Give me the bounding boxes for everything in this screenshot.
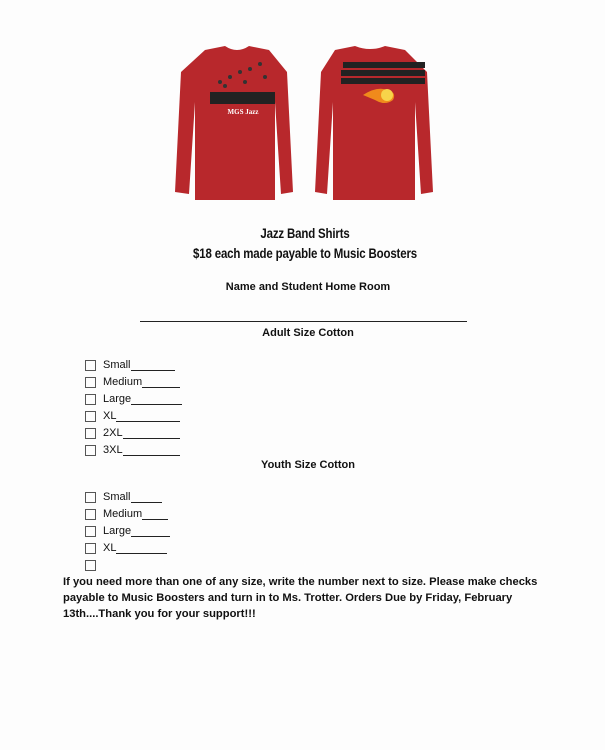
- youth-size-large[interactable]: [85, 524, 170, 538]
- size-label: XL: [103, 542, 117, 554]
- checkbox[interactable]: [85, 445, 96, 456]
- checkbox[interactable]: [85, 509, 96, 520]
- checkbox[interactable]: [85, 360, 96, 371]
- checkbox[interactable]: [85, 394, 96, 405]
- adult-heading: Adult Size Cotton: [262, 327, 354, 339]
- front-print-text: MGS Jazz: [227, 108, 259, 116]
- adult-size-2xl[interactable]: [85, 426, 180, 440]
- quantity-blank[interactable]: [116, 411, 180, 422]
- size-label: Large: [103, 525, 132, 537]
- youth-size-xl[interactable]: [85, 541, 167, 555]
- youth-size-medium[interactable]: [85, 507, 168, 521]
- size-label: Medium: [103, 376, 143, 388]
- quantity-blank[interactable]: [142, 509, 168, 520]
- adult-size-medium[interactable]: [85, 375, 180, 389]
- checkbox[interactable]: [85, 526, 96, 537]
- size-label: 3XL: [103, 444, 123, 456]
- size-label: Small: [103, 491, 131, 503]
- checkbox[interactable]: [85, 492, 96, 503]
- size-label: 2XL: [103, 427, 123, 439]
- quantity-blank[interactable]: [131, 360, 175, 371]
- quantity-blank[interactable]: [131, 394, 182, 405]
- checkbox[interactable]: [85, 428, 96, 439]
- quantity-blank[interactable]: [131, 492, 162, 503]
- price-subtitle: $18 each made payable to Music Boosters: [193, 245, 417, 261]
- adult-size-3xl[interactable]: [85, 443, 180, 457]
- name-label: Name and Student Home Room: [225, 281, 391, 293]
- size-label: Large: [103, 393, 132, 405]
- size-label: Small: [103, 359, 131, 371]
- youth-size-small[interactable]: [85, 490, 162, 504]
- quantity-blank[interactable]: [116, 543, 167, 554]
- adult-size-small[interactable]: [85, 358, 175, 372]
- checkbox[interactable]: [85, 543, 96, 554]
- size-label: XL: [103, 410, 117, 422]
- shirt-back-image: [315, 46, 433, 200]
- shirt-images: [165, 42, 460, 207]
- checkbox[interactable]: [85, 411, 96, 422]
- adult-size-large[interactable]: [85, 392, 182, 406]
- size-label: Medium: [103, 508, 143, 520]
- quantity-blank[interactable]: [123, 445, 180, 456]
- checkbox[interactable]: [85, 377, 96, 388]
- shirt-front-image: [175, 46, 293, 200]
- quantity-blank[interactable]: [131, 526, 170, 537]
- quantity-blank[interactable]: [123, 428, 180, 439]
- quantity-blank[interactable]: [142, 377, 180, 388]
- extra-checkbox-row[interactable]: [85, 558, 103, 572]
- adult-size-xl[interactable]: [85, 409, 180, 423]
- page-title: Jazz Band Shirts: [260, 225, 350, 241]
- instructions-note: If you need more than one of any size, write the number next to size. Please make checks payable to Music Boosters and turn in to Ms. Trotter. Orders Due by Friday, February 13th....Thank you for your support!!!: [63, 576, 538, 620]
- youth-heading: Youth Size Cotton: [261, 459, 355, 471]
- checkbox[interactable]: [85, 560, 96, 571]
- name-input-line[interactable]: [140, 321, 467, 322]
